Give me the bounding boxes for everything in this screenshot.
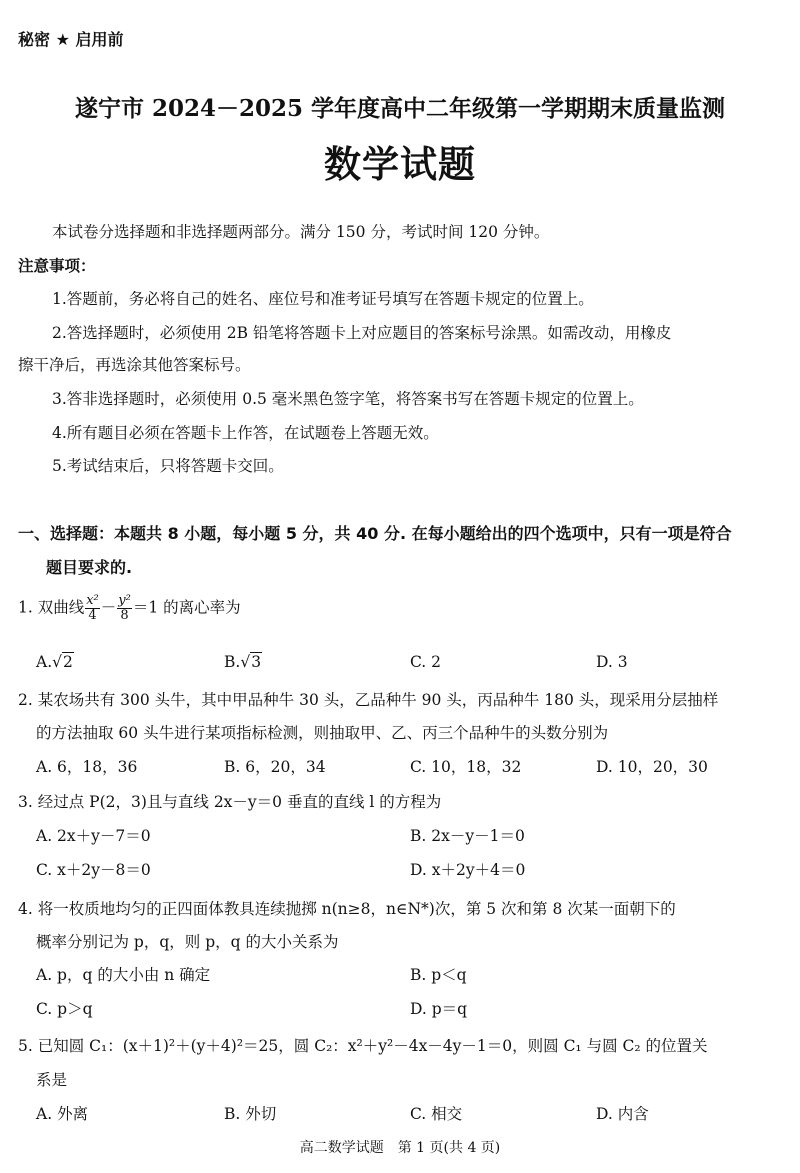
q1-option-b-value: 3	[251, 653, 262, 671]
q1-option-a-value: 2	[63, 653, 73, 671]
q2-option-d: D. 10，20，30	[596, 758, 708, 776]
question-4: 4. 将一枚质地均匀的正四面体教具连续抛掷 n(n≥8，n∈N*)次，第 5 次和第 8 次某一面朝下的	[18, 900, 676, 918]
q3-option-a: A. 2x＋y－7＝0	[36, 827, 151, 845]
q4-option-a: A. p，q 的大小由 n 确定	[36, 966, 211, 984]
q3-option-c: C. x＋2y－8＝0	[36, 861, 151, 879]
section-heading-cont: 题目要求的.	[46, 558, 133, 577]
page-footer: 高二数学试题 第 1 页(共 4 页)	[299, 1140, 501, 1156]
notice-item-2-cont: 擦干净后，再选涂其他答案标号。	[18, 356, 251, 374]
section-heading: 一、选择题：本题共 8 小题，每小题 5 分，共 40 分. 在每小题给出的四个选项中，只有一项是符合	[18, 524, 732, 543]
q5-option-c: C. 相交	[410, 1105, 463, 1123]
notice-item-3: 3.答非选择题时，必须使用 0.5 毫米黑色签字笔，将答案书写在答题卡规定的位置上。	[52, 390, 644, 408]
q1-option-d: D. 3	[596, 653, 628, 671]
q5-option-b: B. 外切	[224, 1105, 277, 1123]
question-1	[18, 594, 241, 623]
notice-item-5: 5.考试结束后，只将答题卡交回。	[52, 457, 284, 475]
notice-item-1: 1.答题前，务必将自己的姓名、座位号和准考证号填写在答题卡规定的位置上。	[52, 290, 594, 308]
notice-heading: 注意事项：	[18, 257, 96, 275]
notice-item-4: 4.所有题目必须在答题卡上作答，在试题卷上答题无效。	[52, 424, 439, 442]
q2-option-c: C. 10，18，32	[410, 758, 522, 776]
q1-option-b-label: B.√	[224, 653, 251, 671]
q5-option-a: A. 外离	[36, 1105, 89, 1123]
q1-frac1-num: x²	[86, 593, 99, 608]
q3-option-b: B. 2x－y－1＝0	[410, 827, 525, 845]
q1-option-a-label: A.√	[36, 653, 62, 671]
subject-title: 数学试题	[324, 143, 476, 186]
q1-frac1-den: 4	[88, 608, 97, 623]
q5-option-d: D. 内含	[596, 1105, 649, 1123]
question-5-cont: 系是	[36, 1071, 68, 1089]
question-2: 2. 某农场共有 300 头牛，其中甲品种牛 30 头，乙品种牛 90 头，丙品种牛 180 头，现采用分层抽样	[18, 691, 719, 709]
q1-prefix: 1. 双曲线	[18, 598, 85, 617]
notice-item-2: 2.答选择题时，必须使用 2B 铅笔将答题卡上对应题目的答案标号涂黑。如需改动，用橡皮	[52, 324, 672, 342]
q1-frac2-den: 8	[120, 608, 129, 623]
q1-option-c: C. 2	[410, 653, 442, 671]
q1-minus: －	[100, 598, 117, 617]
q4-option-d: D. p＝q	[410, 1000, 468, 1018]
q1-frac2-num: y²	[118, 593, 131, 608]
secret-label: 秘密 ★ 启用前	[18, 30, 124, 49]
q1-suffix: ＝1 的离心率为	[132, 598, 241, 617]
q2-option-a: A. 6，18，36	[36, 758, 138, 776]
question-2-cont: 的方法抽取 60 头牛进行某项指标检测，则抽取甲、乙、丙三个品种牛的头数分别为	[36, 724, 609, 742]
q4-option-c: C. p＞q	[36, 1000, 93, 1018]
q4-option-b: B. p＜q	[410, 966, 467, 984]
q3-option-d: D. x＋2y＋4＝0	[410, 861, 526, 879]
exam-title: 遂宁市 2024－2025 学年度高中二年级第一学期期末质量监测	[74, 95, 726, 122]
q1-option-a	[36, 652, 74, 672]
q1-option-b	[224, 652, 262, 672]
question-4-cont: 概率分别记为 p，q，则 p，q 的大小关系为	[36, 933, 339, 951]
q2-option-b: B. 6，20，34	[224, 758, 326, 776]
intro-text: 本试卷分选择题和非选择题两部分。满分 150 分，考试时间 120 分钟。	[52, 223, 550, 241]
question-3: 3. 经过点 P(2，3)且与直线 2x－y＝0 垂直的直线 l 的方程为	[18, 793, 442, 811]
q1-fraction-2	[117, 594, 132, 623]
question-5: 5. 已知圆 C₁：(x＋1)²＋(y＋4)²＝25，圆 C₂：x²＋y²－4x－4y－1＝0，则圆 C₁ 与圆 C₂ 的位置关	[18, 1037, 708, 1055]
q1-fraction-1	[85, 594, 100, 623]
